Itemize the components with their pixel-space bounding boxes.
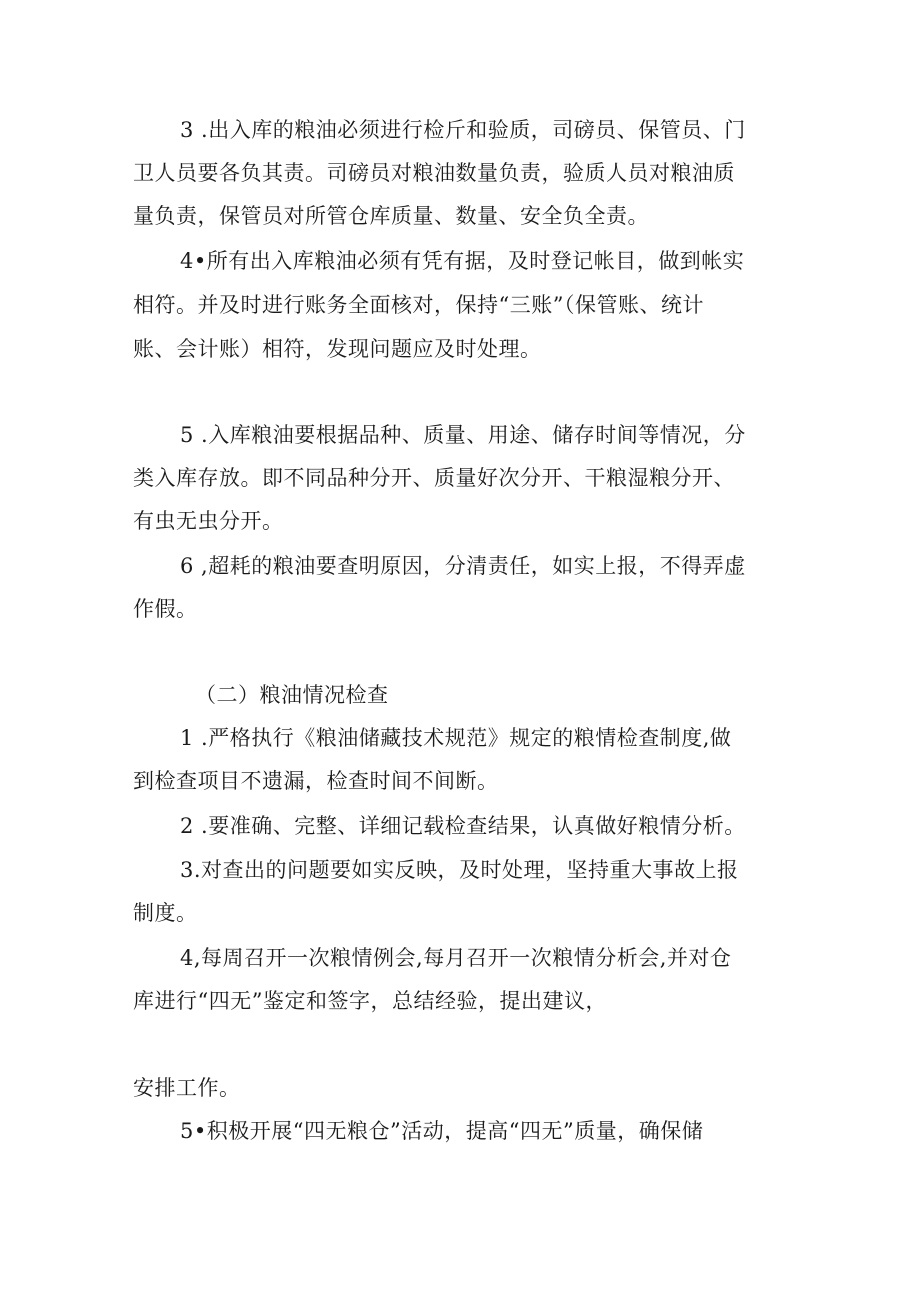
paragraph-6-line-2: 作假。: [133, 597, 198, 621]
item-2-line-1: 2 .要准确、完整、详细记载检查结果，认真做好粮情分析。: [180, 814, 746, 838]
item-4-line-1: 4,每周召开一次粮情例会,每月召开一次粮情分析会,并对仓: [180, 946, 732, 970]
item-3-line-2: 制度。: [133, 901, 198, 925]
item-4-line-3: 安排工作。: [133, 1076, 241, 1100]
item-3-line-1: 3.对查出的问题要如实反映，及时处理，坚持重大事故上报: [180, 858, 739, 882]
section-heading: （二）粮油情况检查: [195, 683, 389, 707]
paragraph-6-line-1: 6 ,超耗的粮油要查明原因，分清责任，如实上报，不得弄虚: [180, 554, 746, 578]
paragraph-3-line-2: 卫人员要各负其责。司磅员对粮油数量负责，验质人员对粮油质: [133, 161, 735, 185]
item-1-line-2: 到检查项目不遗漏，检查时间不间断。: [133, 769, 499, 793]
paragraph-4-line-3: 账、会计账）相符，发现问题应及时处理。: [133, 337, 542, 361]
item-5-line-1: 5•积极开展“四无粮仓”活动，提高“四无”质量，确保储: [180, 1119, 704, 1143]
paragraph-5-line-2: 类入库存放。即不同品种分开、质量好次分开、干粮湿粮分开、: [133, 466, 735, 490]
paragraph-4-line-1: 4•所有出入库粮油必须有凭有据，及时登记帐目，做到帐实: [180, 249, 745, 273]
paragraph-4-line-2: 相符。并及时进行账务全面核对，保持“三账”（保管账、统计: [133, 293, 704, 317]
paragraph-5-line-3: 有虫无虫分开。: [133, 509, 284, 533]
item-1-line-1: 1 .严格执行《粮油储藏技术规范》规定的粮情检查制度,做: [180, 726, 732, 750]
paragraph-3-line-1: 3 .出入库的粮油必须进行检斤和验质，司磅员、保管员、门: [180, 118, 746, 142]
paragraph-3-line-3: 量负责，保管员对所管仓库质量、数量、安全负全责。: [133, 204, 649, 228]
item-4-line-2: 库进行“四无”鉴定和签字，总结经验，提出建议，: [133, 989, 607, 1013]
paragraph-5-line-1: 5 .入库粮油要根据品种、质量、用途、储存时间等情况，分: [180, 423, 746, 447]
